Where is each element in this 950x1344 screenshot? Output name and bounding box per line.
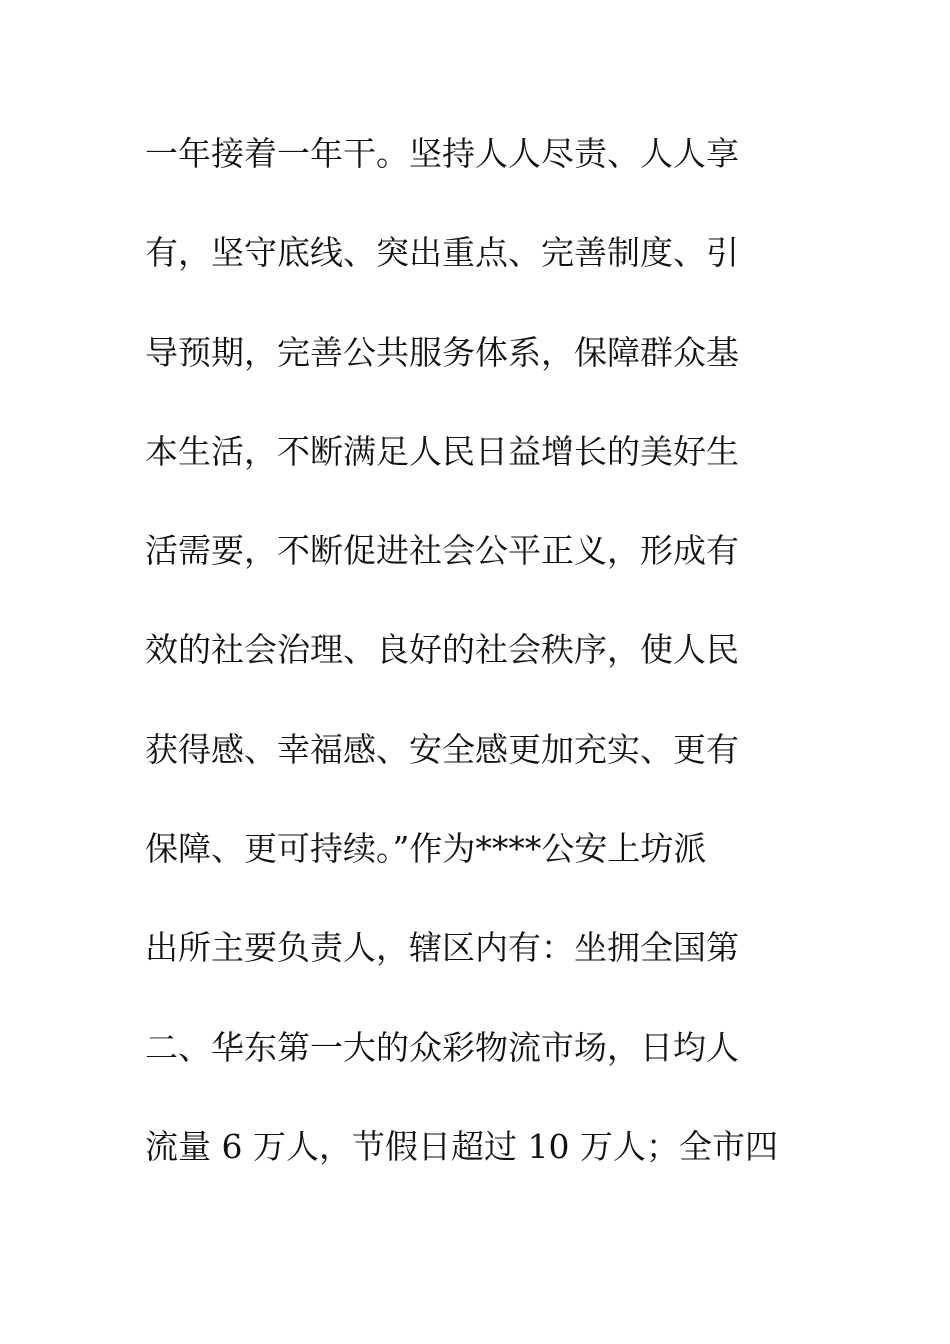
- text-line-1: 一年接着一年干。坚持人人尽责、人人享: [145, 134, 739, 173]
- text-line-8: 保障、更可持续。”作为****公安上坊派: [145, 829, 707, 869]
- text-line-11: 流量 6 万人，节假日超过 10 万人；全市四: [145, 1126, 778, 1166]
- text-line-4: 本生活，不断满足人民日益增长的美好生: [145, 431, 739, 471]
- body-text: [145, 122, 805, 1214]
- text-line-5: 活需要，不断促进社会公平正义，形成有: [145, 531, 739, 571]
- text-line-9: 出所主要负责人，辖区内有：坐拥全国第: [145, 928, 739, 968]
- text-line-2: 有，坚守底线、突出重点、完善制度、引: [145, 233, 739, 273]
- text-line-6: 效的社会治理、良好的社会秩序，使人民: [145, 630, 739, 670]
- text-line-3: 导预期，完善公共服务体系，保障群众基: [145, 332, 739, 372]
- text-line-10: 二、华东第一大的众彩物流市场，日均人: [145, 1027, 739, 1067]
- text-line-7: 获得感、幸福感、安全感更加充实、更有: [145, 729, 739, 769]
